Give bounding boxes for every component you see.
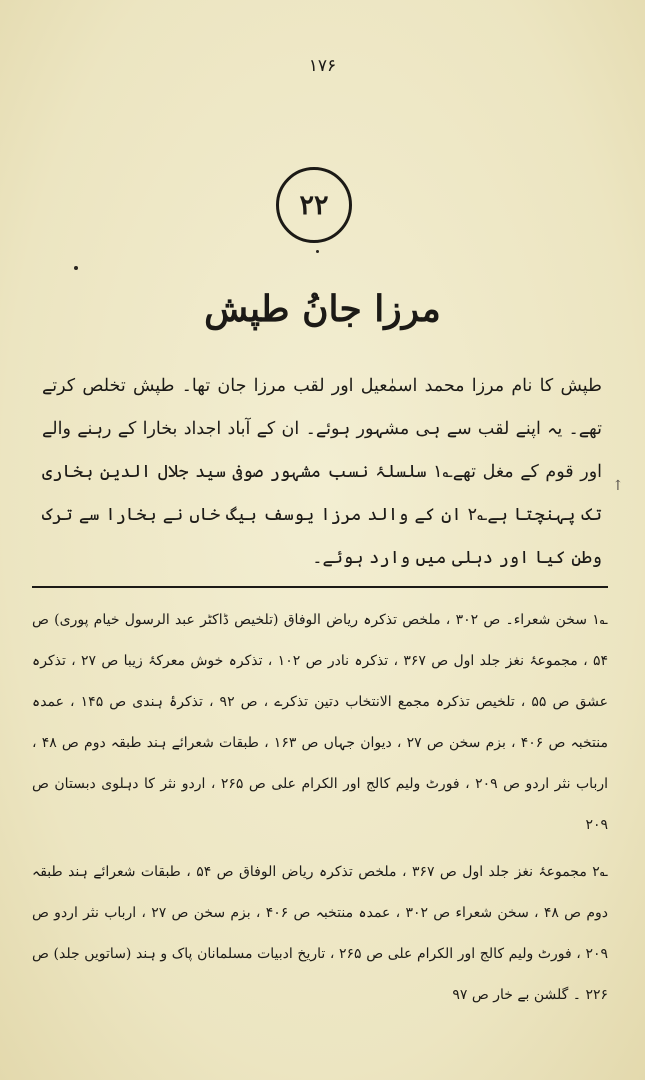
page-number: ۱۷۶ (308, 56, 337, 76)
ink-speck (316, 250, 319, 253)
chapter-number-badge (276, 167, 352, 243)
margin-mark: ↑ (612, 478, 624, 494)
footnotes (32, 600, 608, 1022)
chapter-title: مرزا جانُ طپش (204, 288, 441, 330)
footnote-1: ؎۱ سخن شعراء۔ ص ۳۰۲ ، ملخص تذکرہ ریاض الوفاق (تلخیص ڈاکٹر عبد الرسول خیام پوری) ص ۵۴ ، مجموعۂ نغز جلد اول ص ۳۶۷ ، تذکرہ نادر ص ۱۰۲ ، تذکرہ خوش معرکۂ زیبا ص ۲۷ ، تذکرہ عشق ص ۵۵ ، تلخیص تذکرہ مجمع الانتخاب دتین تذکرے ، ص ۹۲ ، تذکرۂ ہندی ص ۱۴۵ ، عمدہ منتخبہ ص ۴۰۶ ، بزم سخن ص ۲۷ ، دیوان جہاں ص ۱۶۳ ، طبقات شعرائے ہند طبقہ دوم ص ۴۸ ، ارباب نثر اردو ص ۲۰۹ ، فورٹ ولیم کالج اور الکرام علی ص ۲۶۵ ، اردو نثر کا دہلوی دبستان ص ۲۰۹ (32, 612, 608, 833)
paragraph-text: طپش کا نام مرزا محمد اسمٰعیل اور لقب مرزا جان تھا۔ طپش تخلص کرتے تھے۔ یہ اپنے لقب سے ہی مشہور ہوئے۔ ان کے آباد اجداد بخارا کے رہنے والے اور قوم کے مغل تھے؎۱ سلسلۂ نسب مشہور صوفی سید جلال الدین بخاری تک پہنچتا ہے؎۲ ان کے والد مرزا یوسف بیگ خاں نے بخارا سے ترک وطن کیا اور دہلی میں وارد ہوئے۔ (42, 376, 603, 568)
footnote-divider (32, 586, 608, 588)
chapter-number: ۲۲ (299, 189, 329, 221)
ink-speck (74, 266, 78, 270)
main-paragraph (42, 365, 602, 580)
footnote-2: ؎۲ مجموعۂ نغز جلد اول ص ۳۶۷ ، ملخص تذکرہ ریاض الوفاق ص ۵۴ ، طبقات شعرائے ہند طبقہ دوم ص ۴۸ ، سخن شعراء ص ۳۰۲ ، عمدہ منتخبہ ص ۴۰۶ ، بزم سخن ص ۲۷ ، ارباب نثر اردو ص ۲۰۹ ، فورٹ ولیم کالج اور الکرام علی ص ۲۶۵ ، تاریخ ادبیات مسلمانان پاک و ہند (ساتویں جلد) ص ۲۲۶ ۔ گلشن بے خار ص ۹۷ (32, 864, 609, 1003)
